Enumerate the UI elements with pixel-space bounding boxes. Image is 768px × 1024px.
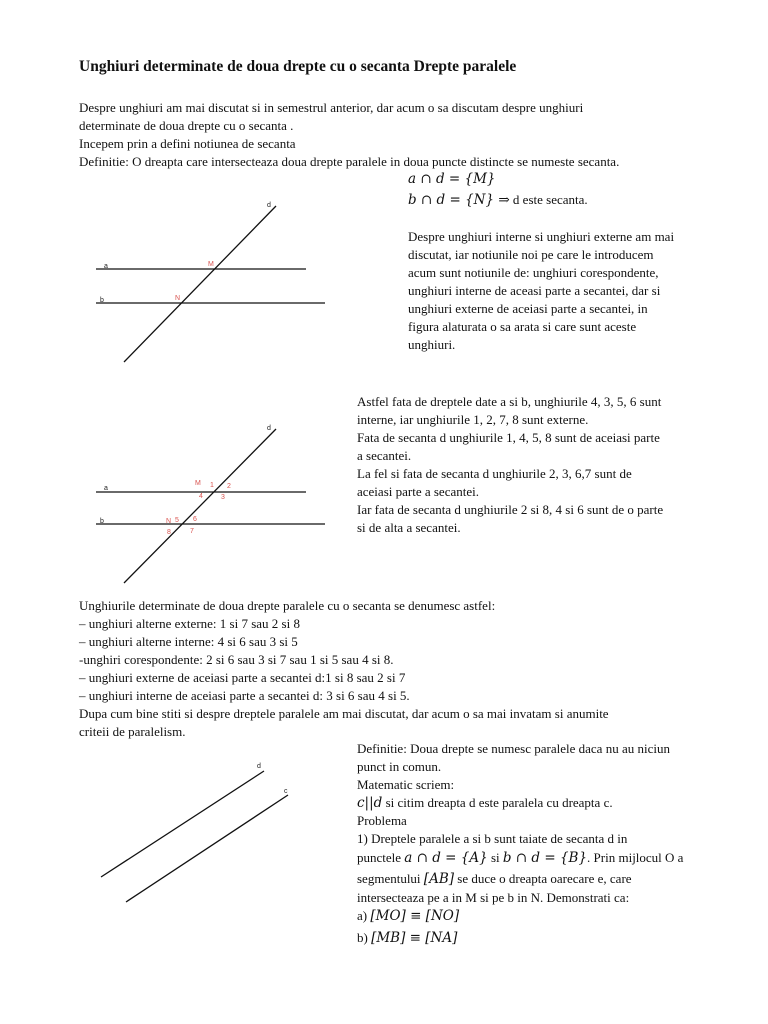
problem-heading: Problema [357, 813, 407, 828]
para1-line: Despre unghiuri interne si unghiuri externe am mai [408, 229, 675, 244]
para1-line: discutat, iar notiunile noi pe care le introducem [408, 247, 654, 262]
point-n: N [166, 518, 172, 525]
label-d: d [267, 202, 271, 209]
problem-text: punctele [357, 850, 405, 865]
para1-line: unghiuri interne de aceasi parte a secantei, dar si [408, 283, 661, 298]
para1-line: unghiuri. [408, 337, 456, 352]
list-line: – unghiuri externe de aceiasi parte a secantei d:1 si 8 sau 2 si 7 [79, 670, 406, 685]
formula-b-cap-d-text: d este secanta. [509, 192, 588, 207]
point-m: M [195, 480, 201, 487]
parallel-text: si citim dreapta d este paralela cu dreapta c. [382, 795, 613, 810]
para1-line: unghiuri externe de aceiasi parte a secantei, in [408, 301, 648, 316]
definition-line: punct in comun. [357, 759, 442, 774]
label-c: c [284, 788, 288, 795]
segment-ab: [AB] [423, 871, 455, 887]
problem-text: segmentului [357, 871, 424, 886]
line-c [126, 795, 288, 902]
angle-7: 7 [190, 528, 194, 535]
para1-line: acum sunt notiunile de: unghiuri corespondente, [408, 265, 659, 280]
label-a: a [104, 263, 108, 270]
angle-3: 3 [221, 494, 225, 501]
angle-8: 8 [167, 529, 171, 536]
intro-line: Incepem prin a defini notiunea de secanta [79, 136, 296, 151]
problem-text: se duce o dreapta oarecare e, care [454, 871, 632, 886]
para1-line: figura alaturata o sa arata si care sunt aceste [408, 319, 637, 334]
list-line: criteii de paralelism. [79, 724, 186, 739]
parallel-formula: c||d [357, 795, 383, 811]
question-a-formula: [MO] ≡ [NO] [370, 908, 460, 924]
list-line: Dupa cum bine stiti si despre dreptele paralele am mai discutat, dar acum o sa mai invatam si anumite [79, 706, 609, 721]
list-line: – unghiuri interne de aceiasi parte a secantei d: 3 si 6 sau 4 si 5. [79, 688, 410, 703]
question-a-label: a) [357, 908, 371, 923]
label-b: b [100, 297, 104, 304]
point-n: N [175, 295, 181, 302]
line-d [101, 771, 264, 877]
intro-line: Definitie: O dreapta care intersecteaza doua drepte paralele in doua puncte distincte se numeste secanta. [79, 154, 620, 169]
label-b: b [100, 518, 104, 525]
label-d: d [257, 763, 261, 770]
math-intro: Matematic scriem: [357, 777, 455, 792]
question-b-label: b) [357, 930, 372, 945]
problem-text: . Prin mijlocul O a [587, 850, 684, 865]
angle-4: 4 [199, 493, 203, 500]
label-a: a [104, 485, 108, 492]
para2-line: La fel si fata de secanta d unghiurile 2, 3, 6,7 sunt de [357, 466, 632, 481]
problem-line: intersecteaza pe a in M si pe b in N. Demonstrati ca: [357, 890, 630, 905]
para2-line: si de alta a secantei. [357, 520, 461, 535]
formula-a-cap-d-A: a ∩ d = {A} [404, 850, 488, 866]
angle-2: 2 [227, 483, 231, 490]
angle-1: 1 [210, 482, 214, 489]
list-line: -unghiri corespondente: 2 si 6 sau 3 si 7 sau 1 si 5 sau 4 si 8. [79, 652, 394, 667]
problem-text: si [487, 850, 503, 865]
list-line: – unghiuri alterne externe: 1 si 7 sau 2 si 8 [79, 616, 300, 631]
para2-line: a secantei. [357, 448, 412, 463]
list-line: Unghiurile determinate de doua drepte paralele cu o secanta se denumesc astfel: [79, 598, 496, 613]
angle-5: 5 [175, 517, 179, 524]
para2-line: interne, iar unghiurile 1, 2, 7, 8 sunt externe. [357, 412, 589, 427]
formula-b-cap-d-B: b ∩ d = {B} [502, 850, 588, 866]
angle-6: 6 [193, 516, 197, 523]
intro-line: Despre unghiuri am mai discutat si in semestrul anterior, dar acum o sa discutam despre unghiuri [79, 100, 584, 115]
point-m: M [208, 261, 214, 268]
page-title: Unghiuri determinate de doua drepte cu o secanta Drepte paralele [79, 58, 517, 75]
question-b-formula: [MB] ≡ [NA] [371, 930, 458, 946]
definition-line: Definitie: Doua drepte se numesc paralele daca nu au niciun [357, 741, 670, 756]
para2-line: aceiasi parte a secantei. [357, 484, 479, 499]
problem-line: 1) Dreptele paralele a si b sunt taiate de secanta d in [357, 831, 628, 846]
intro-line: determinate de doua drepte cu o secanta . [79, 118, 294, 133]
label-d: d [267, 425, 271, 432]
formula-a-cap-d: a ∩ d = {M} [408, 171, 496, 187]
formula-b-cap-d-math: b ∩ d = {N} ⇒ [408, 192, 510, 208]
para2-line: Astfel fata de dreptele date a si b, unghiurile 4, 3, 5, 6 sunt [357, 394, 662, 409]
para2-line: Iar fata de secanta d unghiurile 2 si 8, 4 si 6 sunt de o parte [357, 502, 664, 517]
list-line: – unghiuri alterne interne: 4 si 6 sau 3 si 5 [79, 634, 298, 649]
para2-line: Fata de secanta d unghiurile 1, 4, 5, 8 sunt de aceiasi parte [357, 430, 660, 445]
